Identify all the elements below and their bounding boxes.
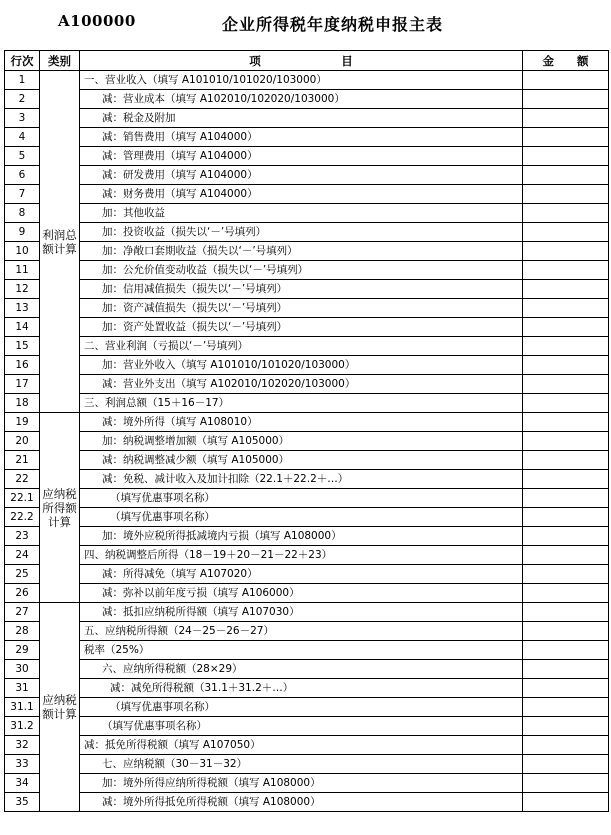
- item-text: 减：税金及附加: [80, 109, 523, 128]
- table-row: [5, 451, 609, 470]
- line-no: 28: [5, 622, 40, 641]
- amount-cell[interactable]: [523, 508, 609, 527]
- amount-cell[interactable]: [523, 793, 609, 812]
- item-text: （填写优惠事项名称）: [80, 489, 523, 508]
- table-row: [5, 109, 609, 128]
- amount-cell[interactable]: [523, 242, 609, 261]
- form-title: 企业所得税年度纳税申报主表: [222, 15, 444, 34]
- line-no: 29: [5, 641, 40, 660]
- item-text: 减：弥补以前年度亏损（填写 A106000）: [80, 584, 523, 603]
- table-row: [5, 793, 609, 812]
- amount-cell[interactable]: [523, 413, 609, 432]
- amount-cell[interactable]: [523, 584, 609, 603]
- item-text: 减：研发费用（填写 A104000）: [80, 166, 523, 185]
- item-text: 加：纳税调整增加额（填写 A105000）: [80, 432, 523, 451]
- table-row: [5, 318, 609, 337]
- amount-cell[interactable]: [523, 185, 609, 204]
- amount-cell[interactable]: [523, 774, 609, 793]
- table-row: [5, 147, 609, 166]
- amount-cell[interactable]: [523, 451, 609, 470]
- amount-cell[interactable]: [523, 204, 609, 223]
- line-no: 26: [5, 584, 40, 603]
- item-text: 加：境外应税所得抵减境内亏损（填写 A108000）: [80, 527, 523, 546]
- line-no: 32: [5, 736, 40, 755]
- amount-cell[interactable]: [523, 736, 609, 755]
- item-text: 减：抵免所得税额（填写 A107050）: [80, 736, 523, 755]
- item-text: （填写优惠事项名称）: [80, 698, 523, 717]
- column-header-item: 项 目: [80, 51, 523, 71]
- table-row: [5, 71, 609, 90]
- item-text: 减：所得减免（填写 A107020）: [80, 565, 523, 584]
- amount-cell[interactable]: [523, 147, 609, 166]
- amount-cell[interactable]: [523, 109, 609, 128]
- line-no: 34: [5, 774, 40, 793]
- amount-cell[interactable]: [523, 90, 609, 109]
- amount-cell[interactable]: [523, 660, 609, 679]
- line-no: 10: [5, 242, 40, 261]
- line-no: 3: [5, 109, 40, 128]
- table-row: [5, 299, 609, 318]
- column-header-amount: 金 额: [523, 51, 609, 71]
- line-no: 9: [5, 223, 40, 242]
- amount-cell[interactable]: [523, 356, 609, 375]
- line-no: 31.1: [5, 698, 40, 717]
- amount-cell[interactable]: [523, 432, 609, 451]
- item-text: 一、营业收入（填写 A101010/101020/103000）: [80, 71, 523, 90]
- item-text: 减：纳税调整减少额（填写 A105000）: [80, 451, 523, 470]
- line-no: 24: [5, 546, 40, 565]
- line-no: 33: [5, 755, 40, 774]
- line-no: 1: [5, 71, 40, 90]
- item-text: 六、应纳所得税额（28×29）: [80, 660, 523, 679]
- line-no: 22.1: [5, 489, 40, 508]
- form-header: [0, 0, 611, 50]
- item-text: 加：其他收益: [80, 204, 523, 223]
- amount-cell[interactable]: [523, 261, 609, 280]
- item-text: 七、应纳税额（30－31－32）: [80, 755, 523, 774]
- item-text: 四、纳税调整后所得（18－19＋20－21－22＋23）: [80, 546, 523, 565]
- table-row: [5, 261, 609, 280]
- line-no: 13: [5, 299, 40, 318]
- item-text: 减：销售费用（填写 A104000）: [80, 128, 523, 147]
- item-text: （填写优惠事项名称）: [80, 717, 523, 736]
- item-text: 二、营业利润（亏损以‘－’号填列）: [80, 337, 523, 356]
- tax-return-table: [4, 50, 609, 812]
- amount-cell[interactable]: [523, 280, 609, 299]
- table-row: [5, 527, 609, 546]
- line-no: 20: [5, 432, 40, 451]
- item-text: 减：免税、减计收入及加计扣除（22.1＋22.2＋…）: [80, 470, 523, 489]
- table-row: [5, 470, 609, 489]
- table-row: [5, 432, 609, 451]
- table-row: [5, 622, 609, 641]
- column-header-line-no: 行次: [5, 51, 40, 71]
- table-row: [5, 698, 609, 717]
- line-no: 4: [5, 128, 40, 147]
- amount-cell[interactable]: [523, 565, 609, 584]
- item-text: 减：营业成本（填写 A102010/102020/103000）: [80, 90, 523, 109]
- line-no: 8: [5, 204, 40, 223]
- line-no: 31: [5, 679, 40, 698]
- table-row: [5, 375, 609, 394]
- line-no: 19: [5, 413, 40, 432]
- amount-cell[interactable]: [523, 470, 609, 489]
- line-no: 5: [5, 147, 40, 166]
- line-no: 25: [5, 565, 40, 584]
- category-profit: 利润总额计算: [40, 71, 80, 413]
- item-text: 减：境外所得（填写 A108010）: [80, 413, 523, 432]
- amount-cell[interactable]: [523, 641, 609, 660]
- line-no: 23: [5, 527, 40, 546]
- line-no: 35: [5, 793, 40, 812]
- table-row: [5, 736, 609, 755]
- category-taxable-income: 应纳税所得额计算: [40, 413, 80, 603]
- amount-cell[interactable]: [523, 717, 609, 736]
- amount-cell[interactable]: [523, 698, 609, 717]
- item-text: 三、利润总额（15＋16－17）: [80, 394, 523, 413]
- table-row: [5, 185, 609, 204]
- table-row: [5, 337, 609, 356]
- amount-cell[interactable]: [523, 128, 609, 147]
- table-row: [5, 413, 609, 432]
- item-text: 减：营业外支出（填写 A102010/102020/103000）: [80, 375, 523, 394]
- table-row: [5, 394, 609, 413]
- table-row: [5, 755, 609, 774]
- item-text: 减：财务费用（填写 A104000）: [80, 185, 523, 204]
- item-text: 加：信用减值损失（损失以‘－’号填列）: [80, 280, 523, 299]
- table-row: [5, 242, 609, 261]
- line-no: 21: [5, 451, 40, 470]
- table-row: [5, 204, 609, 223]
- table-row: [5, 660, 609, 679]
- item-text: 加：净敞口套期收益（损失以‘－’号填列）: [80, 242, 523, 261]
- item-text: 加：资产处置收益（损失以‘－’号填列）: [80, 318, 523, 337]
- amount-cell[interactable]: [523, 71, 609, 90]
- amount-cell[interactable]: [523, 318, 609, 337]
- item-text: 加：资产减值损失（损失以‘－’号填列）: [80, 299, 523, 318]
- table-row: [5, 166, 609, 185]
- item-text: 减：境外所得抵免所得税额（填写 A108000）: [80, 793, 523, 812]
- line-no: 30: [5, 660, 40, 679]
- column-header-category: 类别: [40, 51, 80, 71]
- item-text: 减：减免所得税额（31.1＋31.2＋…）: [80, 679, 523, 698]
- table-row: [5, 641, 609, 660]
- table-row: [5, 90, 609, 109]
- line-no: 15: [5, 337, 40, 356]
- amount-cell[interactable]: [523, 299, 609, 318]
- table-header-row: [5, 51, 609, 71]
- amount-cell[interactable]: [523, 375, 609, 394]
- amount-cell[interactable]: [523, 603, 609, 622]
- amount-cell[interactable]: [523, 679, 609, 698]
- table-row: [5, 679, 609, 698]
- line-no: 16: [5, 356, 40, 375]
- table-row: [5, 546, 609, 565]
- item-text: 加：投资收益（损失以‘－’号填列）: [80, 223, 523, 242]
- amount-cell[interactable]: [523, 489, 609, 508]
- line-no: 2: [5, 90, 40, 109]
- amount-cell[interactable]: [523, 337, 609, 356]
- line-no: 12: [5, 280, 40, 299]
- table-row: [5, 356, 609, 375]
- table-row: [5, 489, 609, 508]
- line-no: 31.2: [5, 717, 40, 736]
- table-row: [5, 717, 609, 736]
- form-code: A100000: [58, 12, 136, 30]
- table-row: [5, 565, 609, 584]
- line-no: 14: [5, 318, 40, 337]
- amount-cell[interactable]: [523, 394, 609, 413]
- table-row: [5, 508, 609, 527]
- table-row: [5, 774, 609, 793]
- table-row: [5, 223, 609, 242]
- line-no: 6: [5, 166, 40, 185]
- item-text: 五、应纳税所得额（24－25－26－27）: [80, 622, 523, 641]
- item-text: 减：抵扣应纳税所得额（填写 A107030）: [80, 603, 523, 622]
- table-row: [5, 280, 609, 299]
- amount-cell[interactable]: [523, 546, 609, 565]
- table-row: [5, 128, 609, 147]
- item-text: 税率（25%）: [80, 641, 523, 660]
- amount-cell[interactable]: [523, 166, 609, 185]
- item-text: （填写优惠事项名称）: [80, 508, 523, 527]
- item-text: 加：境外所得应纳所得税额（填写 A108000）: [80, 774, 523, 793]
- line-no: 18: [5, 394, 40, 413]
- line-no: 27: [5, 603, 40, 622]
- amount-cell[interactable]: [523, 755, 609, 774]
- category-tax-payable: 应纳税额计算: [40, 603, 80, 812]
- table-row: [5, 603, 609, 622]
- item-text: 减：管理费用（填写 A104000）: [80, 147, 523, 166]
- line-no: 11: [5, 261, 40, 280]
- table-row: [5, 584, 609, 603]
- line-no: 22.2: [5, 508, 40, 527]
- item-text: 加：营业外收入（填写 A101010/101020/103000）: [80, 356, 523, 375]
- amount-cell[interactable]: [523, 223, 609, 242]
- line-no: 7: [5, 185, 40, 204]
- item-text: 加：公允价值变动收益（损失以‘－’号填列）: [80, 261, 523, 280]
- amount-cell[interactable]: [523, 622, 609, 641]
- line-no: 22: [5, 470, 40, 489]
- amount-cell[interactable]: [523, 527, 609, 546]
- line-no: 17: [5, 375, 40, 394]
